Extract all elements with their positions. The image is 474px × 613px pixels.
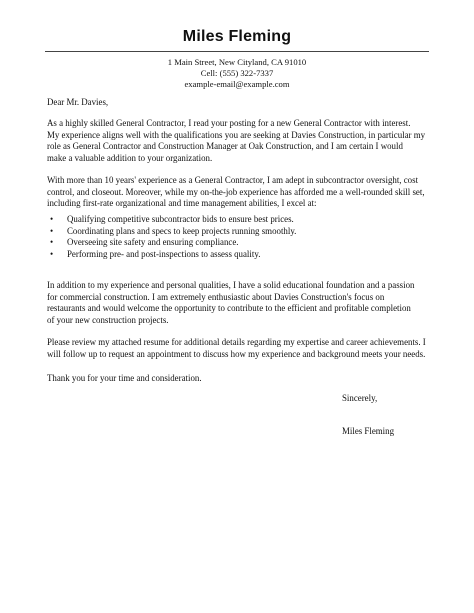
list-item-text: Coordinating plans and specs to keep projects running smoothly.	[67, 225, 297, 236]
paragraph-line: will follow up to request an appointment to discuss how my experience and background meets your needs.	[47, 348, 426, 359]
paragraph-line: My experience aligns well with the qualifications you are seeking at Davies Construction, in particular my	[47, 129, 426, 140]
closing: Sincerely,	[342, 393, 378, 403]
paragraph-qualities	[47, 280, 439, 326]
sender-name: Miles Fleming	[182, 28, 292, 45]
paragraph-line: With more than 10 years' experience as a General Contractor, I am adept in subcontractor oversight, cost	[47, 175, 419, 185]
salutation: Dear Mr. Davies,	[47, 97, 109, 107]
list-item-text: Overseeing site safety and ensuring compliance.	[67, 237, 239, 248]
paragraph-line: role as General Contractor and Construction Manager at Oak Construction, and I am certain I would	[47, 141, 403, 152]
list-item	[47, 226, 427, 238]
bullet-icon: •	[50, 225, 54, 236]
paragraph-line: In addition to my experience and personal qualities, I have a solid educational foundation and a passion	[47, 280, 415, 290]
paragraph-thanks: Thank you for your time and consideration.	[47, 373, 202, 383]
bullet-icon: •	[50, 214, 54, 224]
cell-line: Cell: (555) 322-7337	[200, 68, 274, 78]
paragraph-followup	[47, 337, 439, 360]
bullet-icon: •	[50, 248, 54, 259]
list-item-text: Performing pre- and post-inspections to assess quality.	[67, 248, 261, 259]
list-item	[47, 214, 427, 226]
paragraph-line: As a highly skilled General Contractor, I read your posting for a new General Contractor with interest.	[47, 118, 411, 128]
paragraph-line: including first-rate organizational and time management abilities, I excel at:	[47, 198, 317, 209]
paragraph-line: of your new construction projects.	[47, 314, 169, 325]
paragraph-intro	[47, 118, 439, 164]
skills-list	[47, 214, 427, 260]
paragraph-experience	[47, 175, 439, 210]
paragraph-line: Please review my attached resume for additional details regarding my expertise and career achievements. I	[47, 337, 426, 347]
paragraph-line: make a valuable addition to your organization.	[47, 152, 213, 163]
list-item	[47, 237, 427, 249]
signature: Miles Fleming	[342, 426, 395, 436]
bullet-icon: •	[50, 237, 54, 248]
paragraph-line: control, and closeout. Moreover, while my on-the-job experience has afforded me a well-rounded skill set,	[47, 186, 425, 197]
address-line: 1 Main Street, New Cityland, CA 91010	[167, 57, 307, 67]
email-line: example-email@example.com	[184, 79, 290, 89]
paragraph-line: for commercial construction. I am extremely enthusiastic about Davies Construction's focus on	[47, 291, 385, 302]
contact-block	[0, 57, 474, 90]
paragraph-line: restaurants and would welcome the opportunity to contribute to the efficient and profitable completion	[47, 303, 411, 314]
list-item-text: Qualifying competitive subcontractor bids to ensure best prices.	[67, 214, 294, 224]
header-divider	[45, 51, 429, 52]
list-item	[47, 249, 427, 261]
